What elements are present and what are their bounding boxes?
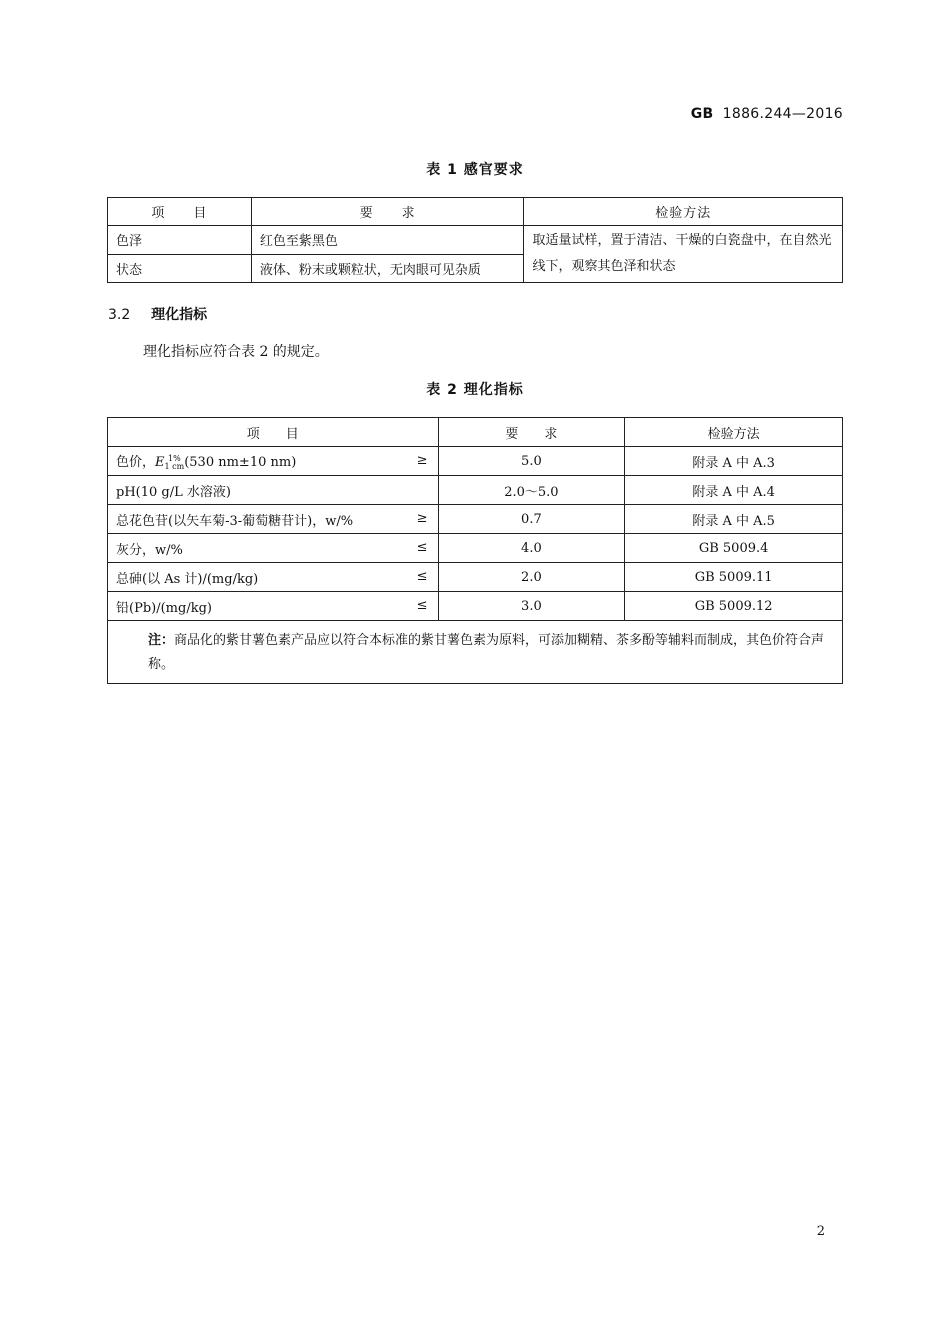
col-header-item: 项 目 (108, 198, 252, 226)
col-header-method: 检验方法 (625, 418, 843, 447)
cell-item: 灰分，w/% ≤ (108, 534, 439, 563)
cell-item: 总花色苷(以矢车菊-3-葡萄糖苷计)，w/% ≥ (108, 505, 439, 534)
cell-item: 铅(Pb)/(mg/kg) ≤ (108, 592, 439, 621)
cell-method: 附录 A 中 A.4 (625, 476, 843, 505)
table-row (108, 447, 843, 476)
comparator: ≤ (416, 598, 428, 613)
cell-requirement: 液体、粉末或颗粒状，无肉眼可见杂质 (251, 254, 524, 283)
section-title: 理化指标 (151, 307, 208, 323)
col-header-method: 检验方法 (524, 198, 843, 226)
cell-method: 附录 A 中 A.5 (625, 505, 843, 534)
col-header-requirement: 要 求 (438, 418, 625, 447)
col-header-item: 项 目 (108, 418, 439, 447)
header-prefix: GB (690, 106, 714, 122)
table-note-row (108, 621, 843, 684)
sensory-requirements-table (107, 197, 843, 283)
table-header-row (108, 198, 843, 226)
comparator: ≥ (416, 453, 428, 468)
table-note (108, 621, 843, 684)
table-row (108, 226, 843, 255)
note-label: 注： (148, 633, 175, 648)
note-text: 商品化的紫甘薯色素产品应以符合本标准的紫甘薯色素为原料，可添加糊精、茶多酚等辅料而制成，其色价符合声称。 (148, 633, 825, 672)
comparator: ≤ (416, 569, 428, 584)
table2-caption: 表 2 理化指标 (426, 382, 524, 398)
table1-caption: 表 1 感官要求 (426, 162, 524, 178)
cell-item: 色泽 (108, 226, 252, 255)
col-header-requirement: 要 求 (251, 198, 524, 226)
cell-item: pH(10 g/L 水溶液) (108, 476, 439, 505)
comparator: ≥ (416, 511, 428, 526)
cell-value: 2.0～5.0 (438, 476, 625, 505)
cell-value: 4.0 (438, 534, 625, 563)
section-number: 3.2 (108, 307, 131, 323)
body-paragraph: 理化指标应符合表 2 的规定。 (143, 344, 329, 360)
table-row (108, 592, 843, 621)
table-row (108, 505, 843, 534)
table-header-row (108, 418, 843, 447)
cell-item: 状态 (108, 254, 252, 283)
cell-method: 附录 A 中 A.3 (625, 447, 843, 476)
header-code: 1886.244—2016 (722, 106, 843, 122)
cell-item: 色价，E 1% 1 cm(530 nm±10 nm) ≥ (108, 447, 439, 476)
document-header (691, 106, 843, 122)
page-number: 2 (816, 1224, 825, 1239)
section-heading (108, 304, 207, 324)
table-row (108, 476, 843, 505)
cell-method: GB 5009.11 (625, 563, 843, 592)
cell-item: 总砷(以 As 计)/(mg/kg) ≤ (108, 563, 439, 592)
cell-requirement: 红色至紫黑色 (251, 226, 524, 255)
cell-value: 2.0 (438, 563, 625, 592)
physicochemical-table (107, 417, 843, 684)
cell-value: 0.7 (438, 505, 625, 534)
comparator: ≤ (416, 540, 428, 555)
cell-value: 3.0 (438, 592, 625, 621)
cell-method: GB 5009.12 (625, 592, 843, 621)
cell-method: 取适量试样，置于清洁、干燥的白瓷盘中，在自然光线下，观察其色泽和状态 (524, 226, 843, 283)
cell-value: 5.0 (438, 447, 625, 476)
table-row (108, 534, 843, 563)
table-row (108, 563, 843, 592)
cell-method: GB 5009.4 (625, 534, 843, 563)
